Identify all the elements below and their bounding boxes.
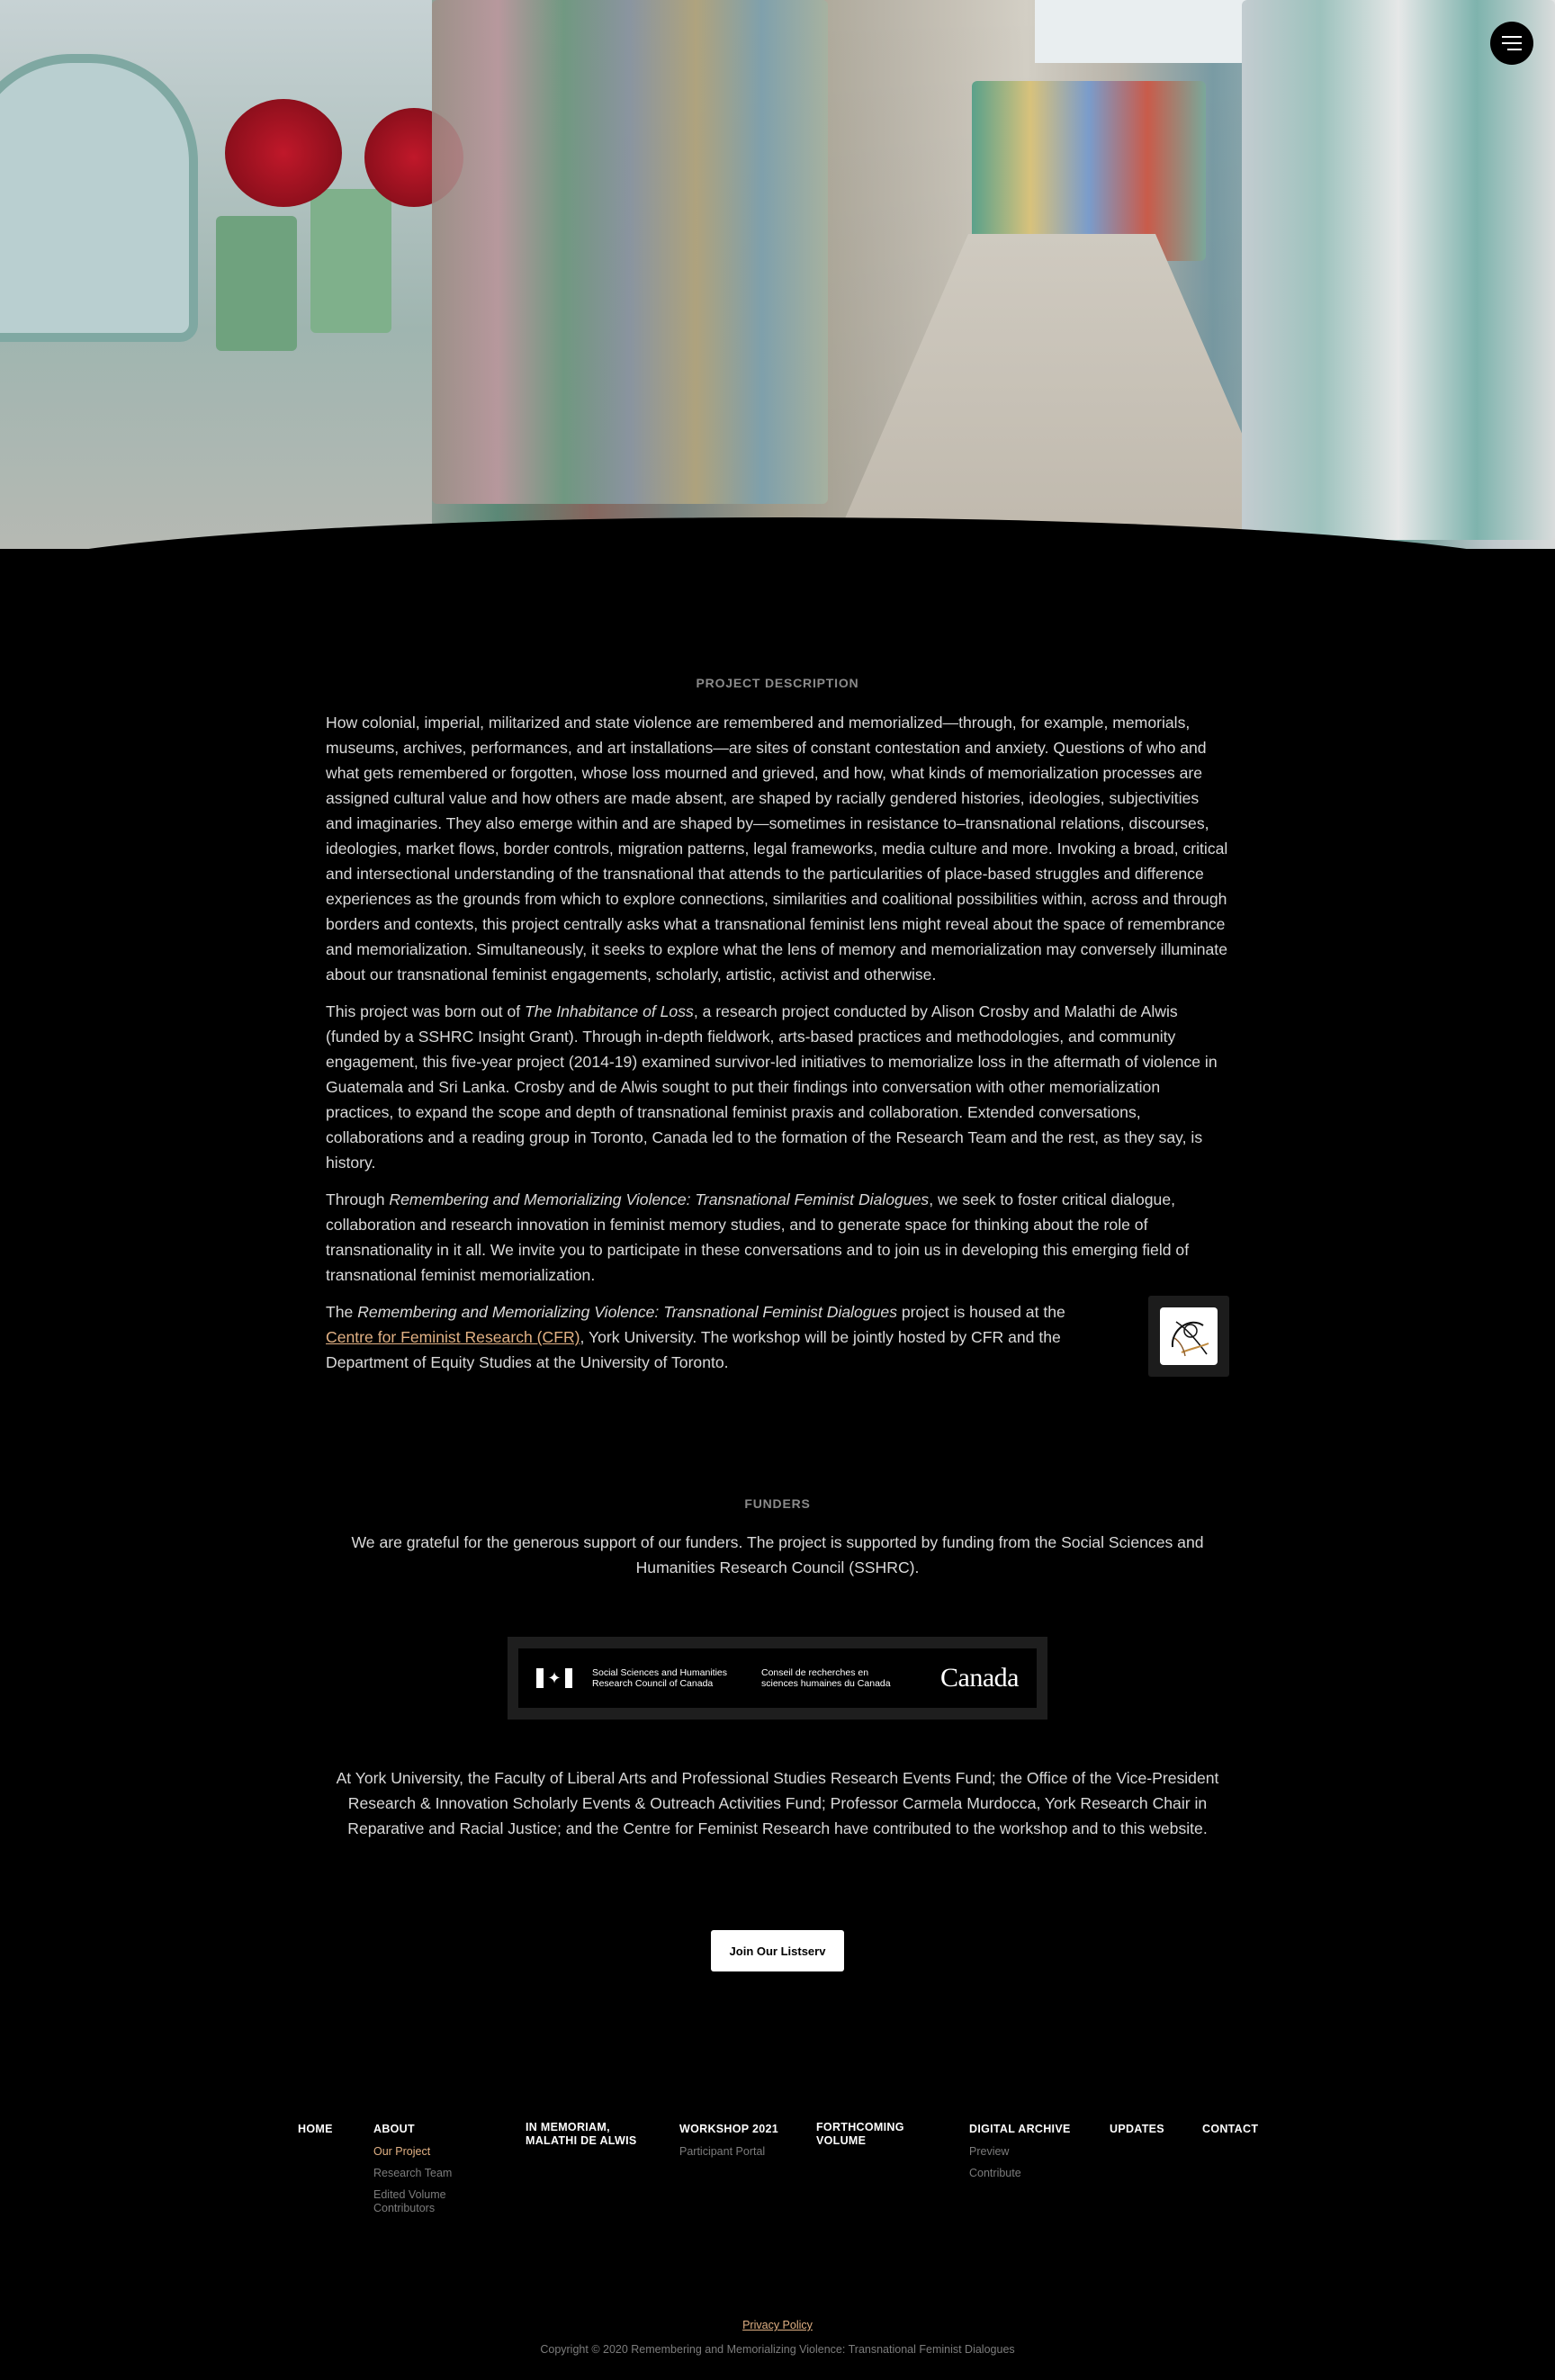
cfr-logo-icon	[1160, 1307, 1218, 1365]
p2-rest: , a research project conducted by Alison Crosby and Malathi de Alwis (funded by a SSHRC Insight Grant). Through in-depth fieldwork, arts-based practices and methodologies, and community engagement, this five-year project (2014-19) examined survivor-led initiatives to memorialize loss in the aftermath of violence in Guatemala and Sri Lanka. Crosby and de Alwis sought to put their findings into conversation with other memorialization practices, to expand the scope and depth of transnational feminist praxis and collaboration. Extended conversations, collaborations and a reading group in Toronto, Canada led to the formation of the Research Team and the rest, as they say, is history.	[326, 1002, 1218, 1172]
cfr-logo[interactable]	[1148, 1296, 1229, 1377]
york-funders-text: At York University, the Faculty of Liberal Arts and Professional Studies Research Events Fund; the Office of the Vice-President Research & Innovation Scholarly Events & Outreach Activities Fund; Professor Carmela Murdocca, York Research Chair in Reparative and Racial Justice; and the Centre for Feminist Research have contributed to the workshop and to this website.	[336, 1769, 1219, 1837]
sshrc-en-line-1: Social Sciences and Humanities	[592, 1667, 727, 1678]
footer-preview-link[interactable]: Preview	[969, 2145, 1010, 2158]
p3-rest: , we seek to foster critical dialogue, collaboration and research innovation in feminist memory studies, and to generate space for thinking about the role of transnationality in it all. We invite you to participate in these conversations and to join us in developing this emerging field of transnational feminist memorialization.	[326, 1190, 1190, 1284]
hero-planter	[310, 189, 391, 333]
copyright-text: Copyright © 2020 Remembering and Memorializing Violence: Transnational Feminist Dialogues	[540, 2343, 1015, 2356]
hero-image	[0, 0, 1555, 549]
description-paragraph-1: How colonial, imperial, militarized and state violence are remembered and memorialized—through, for example, memorials, museums, archives, performances, and art installations—are sites of constant contestation and anxiety. Questions of who and what gets remembered or forgotten, whose loss mourned and grieved, and how, what kinds of memorialization processes are assigned cultural value and how others are made absent, are shaped by racially gendered histories, ideologies, subjectivities and imaginaries. They also emerge within and are shaped by—sometimes in resistance to–transnational relations, discourses, ideologies, market flows, border controls, migration patterns, legal frameworks, media culture and more. Invoking a broad, critical and intersectional understanding of the transnational that attends to the particularities of place-based struggles and difference experiences as the grounds from which to explore connections, similarities and coalitional possibilities within, across and through borders and contexts, this project centrally asks what a transnational feminist lens might reveal about the space of remembrance and memorialization. Simultaneously, it seeks to explore what the lens of memory and memorialization may conversely illuminate about our transnational feminist engagements, scholarly, artistic, activist and otherwise.	[326, 714, 1228, 983]
p2-prefix: This project was born out of	[326, 1002, 526, 1020]
footer-about-link[interactable]: ABOUT	[373, 2123, 415, 2135]
footer-our-project-link[interactable]: Our Project	[373, 2145, 431, 2158]
footer-contact-link[interactable]: CONTACT	[1202, 2123, 1259, 2135]
memoriam-line-2: MALATHI DE ALWIS	[526, 2134, 637, 2147]
sshrc-en-line-2: Research Council of Canada	[592, 1678, 714, 1689]
project-description-title: PROJECT DESCRIPTION	[696, 676, 859, 690]
hero-wall-right	[1242, 0, 1555, 540]
footer-home-link[interactable]: HOME	[298, 2123, 333, 2135]
project-description-body	[326, 710, 1229, 1387]
description-paragraph-4	[326, 1299, 1229, 1375]
footer-in-memoriam-link[interactable]	[526, 2121, 637, 2148]
hero-niches	[432, 0, 828, 504]
footer-forthcoming-volume-link[interactable]	[816, 2121, 904, 2148]
sshrc-english-name	[592, 1667, 754, 1689]
sshrc-fr-line-1: Conseil de recherches en	[761, 1667, 869, 1678]
funders-intro: We are grateful for the generous support of our funders. The project is supported by funding from the Social Sciences and Humanities Research Council (SSHRC).	[351, 1533, 1204, 1576]
description-paragraph-2	[326, 999, 1229, 1175]
hamburger-menu-icon	[1502, 35, 1522, 51]
p4-mid: project is housed at the	[897, 1303, 1065, 1321]
canada-wordmark: Canada	[940, 1663, 1019, 1693]
p2-title: The Inhabitance of Loss	[525, 1002, 694, 1020]
p3-title: Remembering and Memorializing Violence: Transnational Feminist Dialogues	[389, 1190, 930, 1208]
footer-participant-portal-link[interactable]: Participant Portal	[679, 2145, 766, 2158]
p4-title: Remembering and Memorializing Violence: Transnational Feminist Dialogues	[357, 1303, 897, 1321]
description-paragraph-3	[326, 1187, 1229, 1288]
memoriam-line-1: IN MEMORIAM,	[526, 2121, 610, 2133]
sshrc-logo[interactable]	[508, 1637, 1047, 1720]
hero-plaque	[0, 54, 198, 342]
p4-rest: , York University. The workshop will be jointly hosted by CFR and the Department of Equity Studies at the University of Toronto.	[326, 1328, 1061, 1371]
menu-button[interactable]	[1490, 22, 1533, 65]
footer-workshop-link[interactable]: WORKSHOP 2021	[679, 2123, 778, 2135]
funders-title: FUNDERS	[744, 1496, 811, 1511]
edited-volume-line-2: Contributors	[373, 2202, 436, 2214]
footer-research-team-link[interactable]: Research Team	[373, 2167, 453, 2179]
hero-planter	[216, 216, 297, 351]
hero-stone-path	[828, 234, 1296, 549]
forthcoming-line-2: VOLUME	[816, 2134, 867, 2147]
footer-edited-volume-link[interactable]	[373, 2188, 452, 2215]
footer-contribute-link[interactable]: Contribute	[969, 2167, 1021, 2179]
footer-digital-archive-link[interactable]: DIGITAL ARCHIVE	[969, 2123, 1071, 2135]
p4-prefix: The	[326, 1303, 358, 1321]
canada-flag-icon: ✦	[536, 1668, 572, 1688]
p3-prefix: Through	[326, 1190, 390, 1208]
sshrc-french-name	[761, 1667, 914, 1689]
join-listserv-button[interactable]: Join Our Listserv	[711, 1930, 844, 1971]
sshrc-fr-line-2: sciences humaines du Canada	[761, 1678, 891, 1689]
forthcoming-line-1: FORTHCOMING	[816, 2121, 904, 2133]
hero-flowers	[225, 99, 342, 207]
sshrc-logo-inner	[518, 1648, 1037, 1708]
footer-updates-link[interactable]: UPDATES	[1110, 2123, 1164, 2135]
privacy-policy-link[interactable]: Privacy Policy	[742, 2319, 813, 2331]
edited-volume-line-1: Edited Volume	[373, 2188, 446, 2201]
footer-nav	[0, 2121, 1555, 2229]
cfr-link[interactable]: Centre for Feminist Research (CFR)	[326, 1328, 580, 1346]
